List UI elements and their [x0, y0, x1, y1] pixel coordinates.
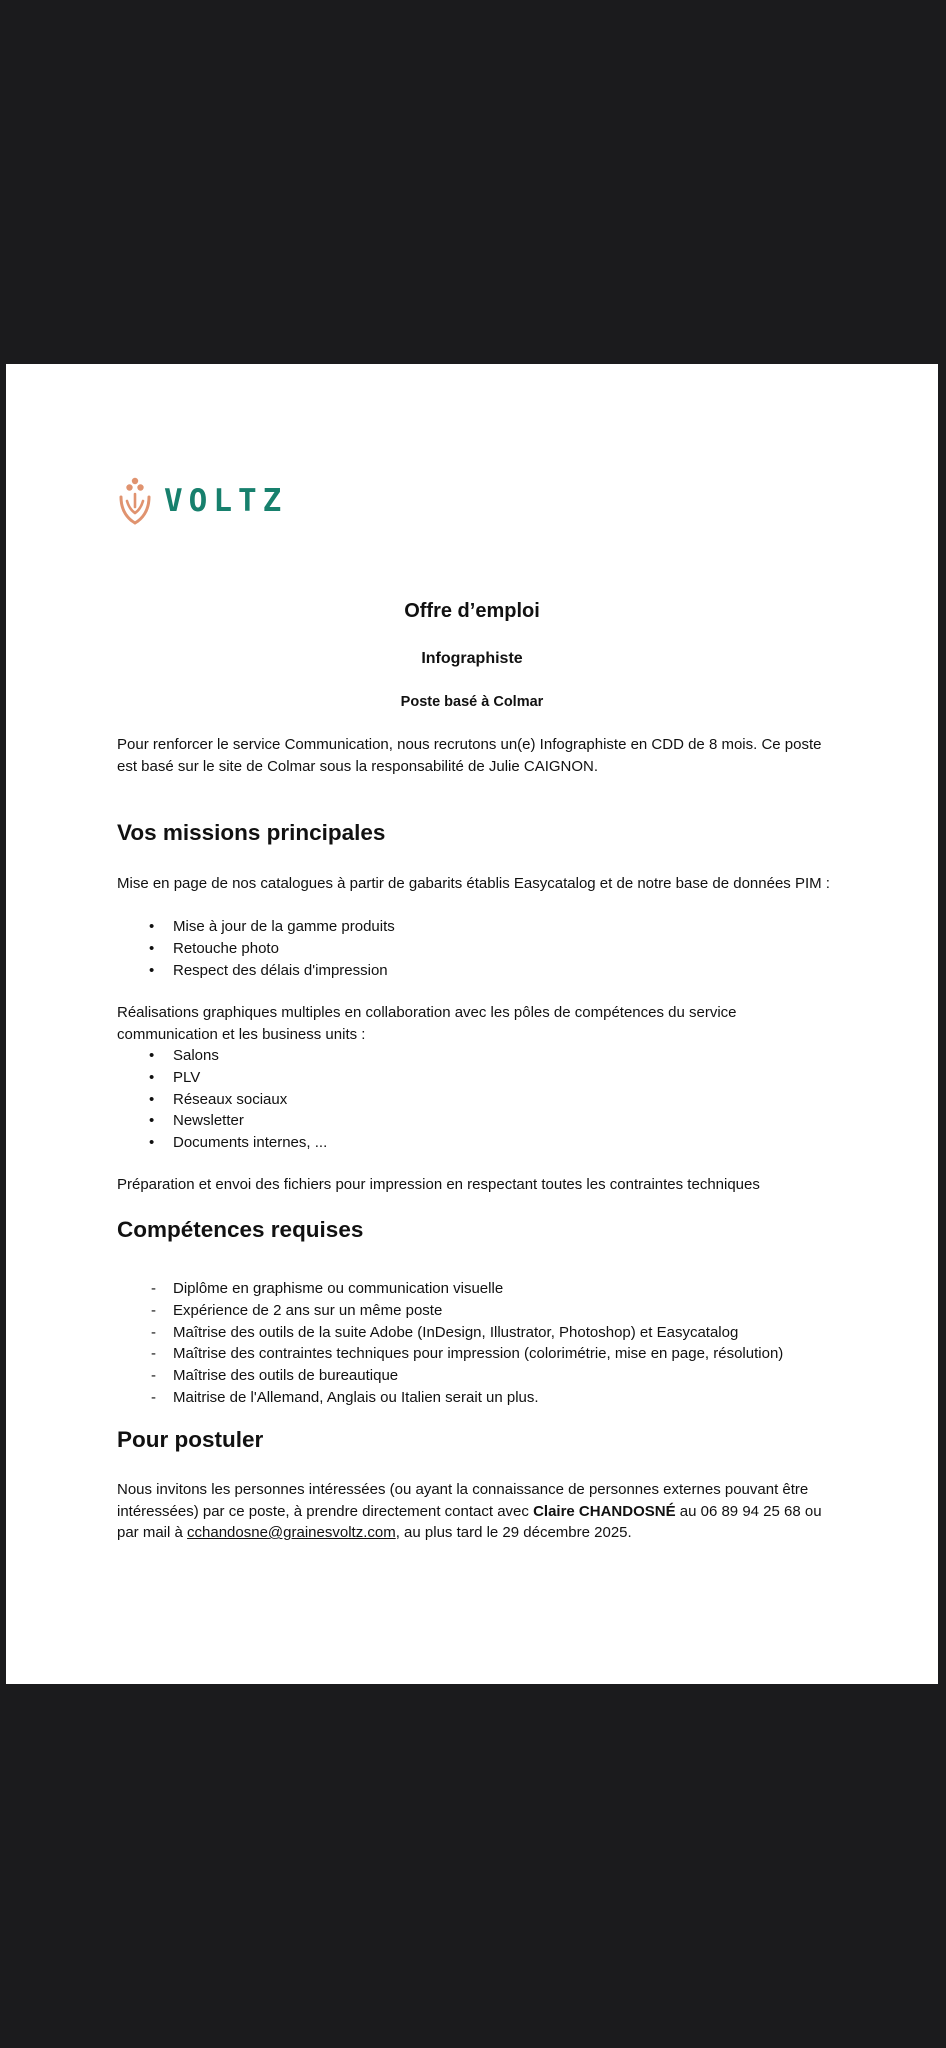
missions-block2-list [117, 1045, 327, 1154]
voltz-flower-icon [118, 477, 152, 525]
missions-heading: Vos missions principales [117, 820, 386, 845]
list-item: - Diplôme en graphisme ou communication visuelle [117, 1278, 783, 1300]
contact-email-link[interactable]: cchandosne@grainesvoltz.com [187, 1524, 396, 1541]
apply-text-after: , au plus tard le 29 décembre 2025. [395, 1524, 632, 1541]
list-item: • Salons [117, 1045, 327, 1067]
list-item: - Maîtrise des outils de bureautique [117, 1365, 783, 1387]
job-location: Poste basé à Colmar [400, 694, 544, 710]
missions-block3-text: Préparation et envoi des fichiers pour impression en respectant toutes les contraintes techniques [117, 1176, 760, 1193]
missions-block1-list [117, 916, 395, 981]
skills-list [117, 1278, 783, 1409]
list-item: - Maitrise de l'Allemand, Anglais ou Italien serait un plus. [117, 1387, 783, 1409]
job-title: Infographiste [421, 650, 523, 667]
list-item: - Maîtrise des outils de la suite Adobe (InDesign, Illustrator, Photoshop) et Easycatalog [117, 1322, 783, 1344]
document-page [6, 364, 938, 1684]
intro-paragraph: Pour renforcer le service Communication, nous recrutons un(e) Infographiste en CDD de 8 mois. Ce poste est basé sur le site de Colmar sous la responsabilité de Julie CAIGNON. [117, 736, 822, 775]
missions-block1-text: Mise en page de nos catalogues à partir de gabarits établis Easycatalog et de notre base de données PIM : [117, 875, 830, 892]
apply-text-middle: au 06 89 94 25 68 ou par mail à [117, 1502, 822, 1541]
list-item: • Mise à jour de la gamme produits [117, 916, 395, 938]
page-title: Offre d’emploi [404, 600, 540, 622]
skills-heading: Compétences requises [117, 1217, 364, 1242]
contact-name: Claire CHANDOSNÉ [533, 1502, 676, 1520]
list-item: • PLV [117, 1067, 327, 1089]
apply-paragraph [117, 1479, 837, 1544]
list-item: • Newsletter [117, 1110, 327, 1132]
list-item: - Expérience de 2 ans sur un même poste [117, 1300, 783, 1322]
apply-heading: Pour postuler [117, 1427, 264, 1452]
list-item: • Réseaux sociaux [117, 1089, 327, 1111]
list-item: • Documents internes, ... [117, 1132, 327, 1154]
voltz-logo [118, 477, 287, 525]
list-item: • Retouche photo [117, 938, 395, 960]
voltz-logo-text: VOLTZ [164, 482, 288, 519]
missions-block2-text: Réalisations graphiques multiples en collaboration avec les pôles de compétences du service communication et les business units : [117, 1004, 737, 1043]
apply-text-before: Nous invitons les personnes intéressées (ou ayant la connaissance de personnes externes pouvant être intéressées) par ce poste, à prendre directement contact avec [117, 1481, 809, 1520]
list-item: - Maîtrise des contraintes techniques pour impression (colorimétrie, mise en page, résolution) [117, 1343, 783, 1365]
list-item: • Respect des délais d'impression [117, 960, 395, 982]
